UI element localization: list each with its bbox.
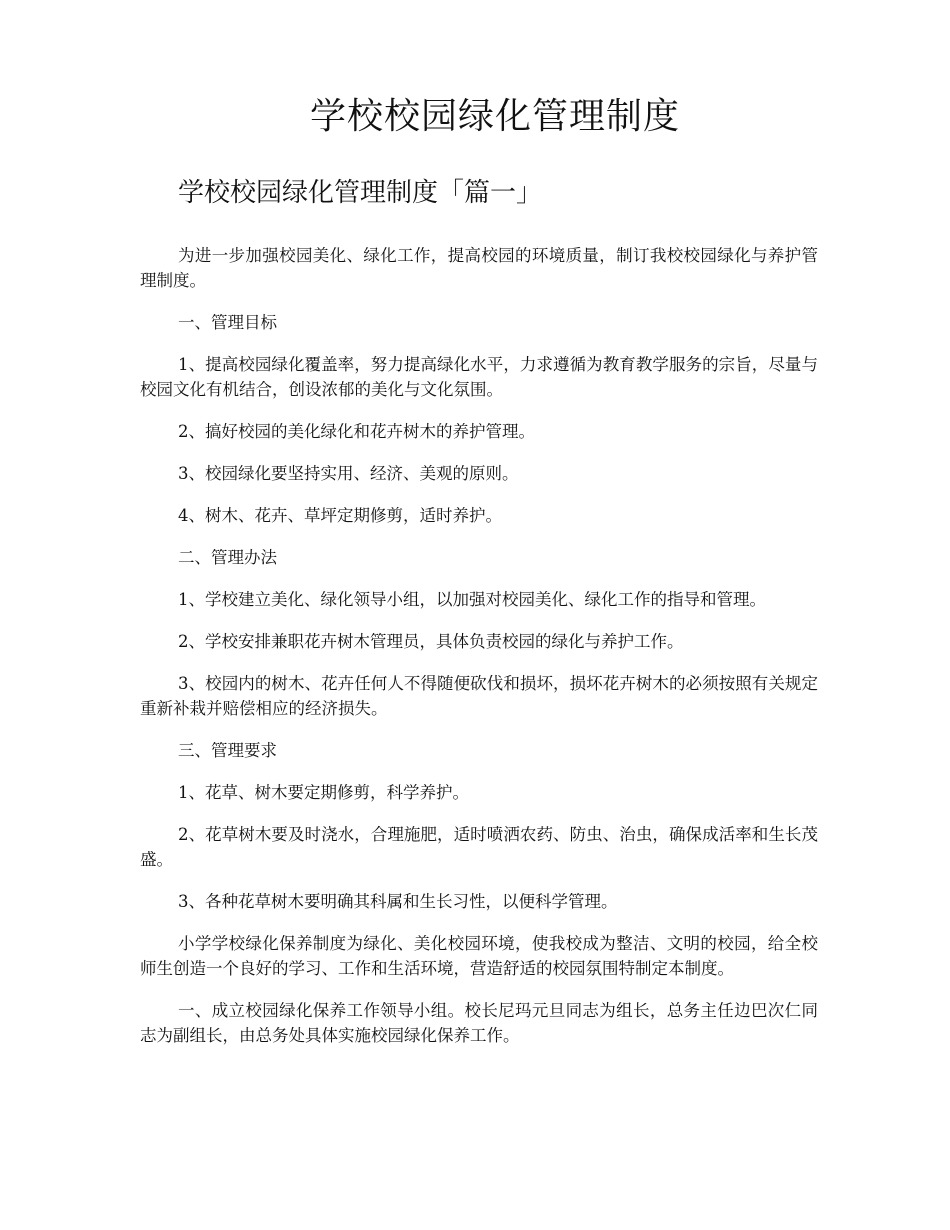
paragraph-goal-1: 1、提高校园绿化覆盖率，努力提高绿化水平，力求遵循为教育教学服务的宗旨，尽量与校园文化有机结合，创设浓郁的美化与文化氛围。 <box>140 355 818 399</box>
paragraph-method-1: 1、学校建立美化、绿化领导小组，以加强对校园美化、绿化工作的指导和管理。 <box>178 590 766 609</box>
paragraph-intro: 为进一步加强校园美化、绿化工作，提高校园的环境质量，制订我校校园绿化与养护管理制度。 <box>140 246 818 290</box>
paragraph-requirement-2: 2、花草树木要及时浇水，合理施肥，适时喷洒农药、防虫、治虫，确保成活率和生长茂盛。 <box>140 825 818 869</box>
paragraph-goal-4: 4、树木、花卉、草坪定期修剪，适时养护。 <box>178 506 502 525</box>
paragraph-maintenance-intro: 小学学校绿化保养制度为绿化、美化校园环境，使我校成为整洁、文明的校园，给全校师生创造一个良好的学习、工作和生活环境，营造舒适的校园氛围特制定本制度。 <box>140 934 818 978</box>
paragraph-requirement-1: 1、花草、树木要定期修剪，科学养护。 <box>178 783 469 802</box>
document-title: 学校校园绿化管理制度 <box>309 96 680 137</box>
paragraph-method-3: 3、校园内的树木、花卉任何人不得随便砍伐和损坏，损坏花卉树木的必须按照有关规定重新补栽并赔偿相应的经济损失。 <box>140 674 818 718</box>
paragraph-goal-2: 2、搞好校园的美化绿化和花卉树木的养护管理。 <box>178 422 535 441</box>
paragraph-requirement-3: 3、各种花草树木要明确其科属和生长习性，以便科学管理。 <box>178 892 618 911</box>
document-body <box>140 243 818 1065</box>
paragraph-goal-3: 3、校园绿化要坚持实用、经济、美观的原则。 <box>178 464 519 483</box>
paragraph-maintenance-group: 一、成立校园绿化保养工作领导小组。校长尼玛元旦同志为组长，总务主任边巴次仁同志为副组长，由总务处具体实施校园绿化保养工作。 <box>140 1001 818 1045</box>
paragraph-method-2: 2、学校安排兼职花卉树木管理员，具体负责校园的绿化与养护工作。 <box>178 632 684 651</box>
heading-requirements: 三、管理要求 <box>178 741 277 760</box>
heading-goals: 一、管理目标 <box>178 313 277 332</box>
section-title: 学校校园绿化管理制度「篇一」 <box>178 178 543 208</box>
heading-methods: 二、管理办法 <box>178 548 277 567</box>
